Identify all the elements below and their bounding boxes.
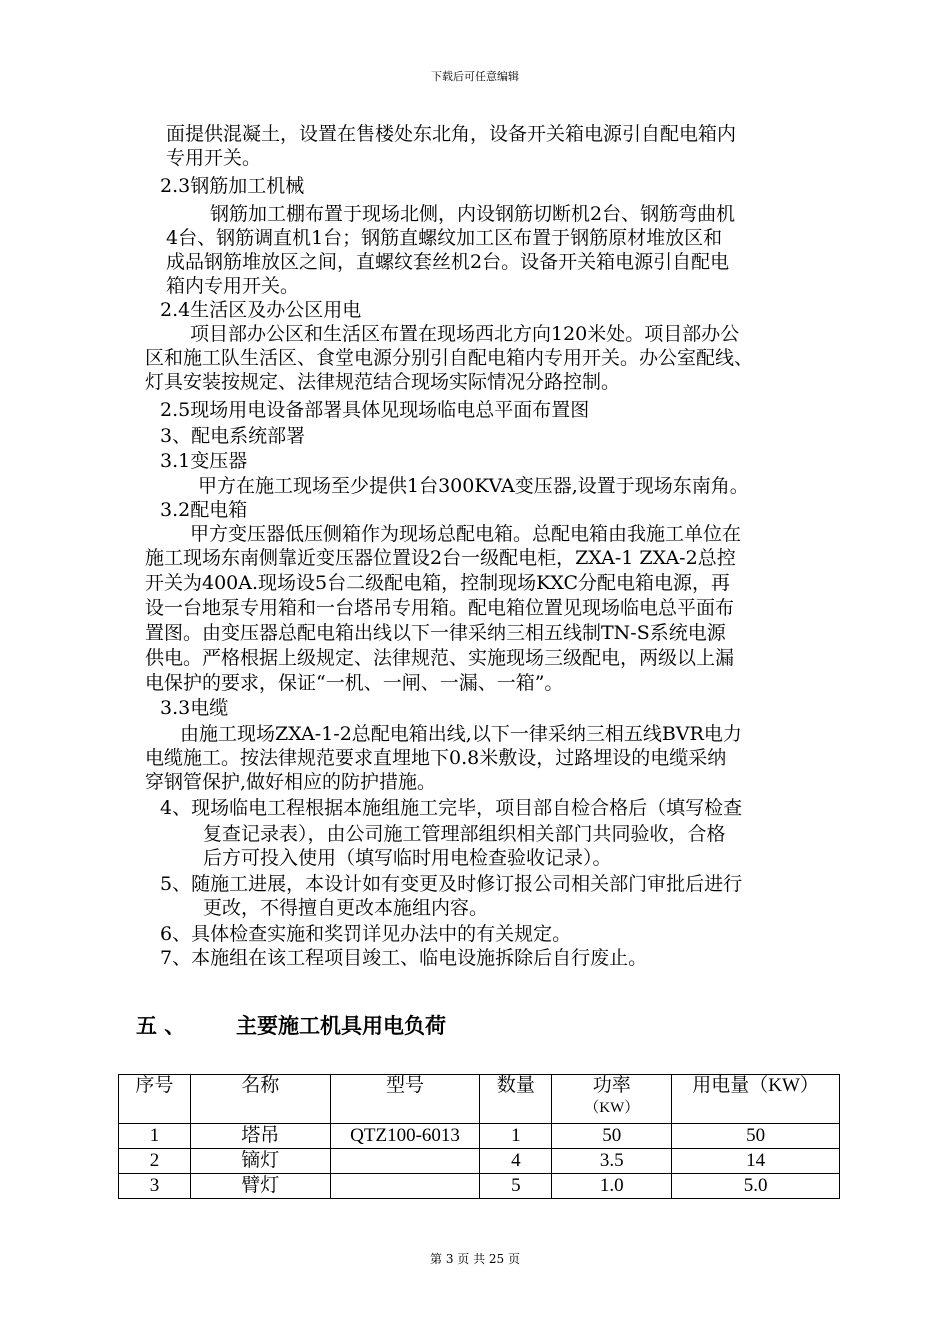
page-footer: 第 3 页 共 25 页 [430, 1252, 520, 1266]
table-cell [330, 1174, 480, 1199]
equipment-load-table [118, 1074, 840, 1199]
table-cell: 50 [552, 1124, 672, 1149]
text-line: 甲方变压器低压侧箱作为现场总配电箱。总配电箱由我施工单位在 [190, 523, 742, 545]
text-line: 箱内专用开关。 [166, 275, 300, 297]
subheading-3-1: 3.1变压器 [160, 450, 248, 472]
power-unit: （KW） [584, 1100, 640, 1116]
table-cell: 塔吊 [190, 1124, 330, 1149]
text-line: 开关为400A.现场设5台二级配电箱，控制现场KXC分配电箱电源，再 [145, 572, 731, 594]
text-line: 甲方在施工现场至少提供1台300KVA变压器,设置于现场东南角。 [198, 475, 749, 497]
table-cell [330, 1149, 480, 1174]
subheading-3: 3、配电系统部署 [160, 425, 306, 447]
text-line: 灯具安装按规定、法律规范结合现场实际情况分路控制。 [145, 371, 621, 393]
section-number: 五 、 [136, 1014, 186, 1038]
table-row [119, 1174, 840, 1199]
text-line: 区和施工队生活区、食堂电源分别引自配电箱内专用开关。办公室配线、 [145, 347, 754, 369]
table-cell: 14 [672, 1149, 840, 1174]
subheading-3-2: 3.2配电箱 [160, 499, 248, 521]
text-line: 由施工现场ZXA-1-2总配电箱出线,以下一律采纳三相五线BVR电力 [180, 723, 742, 745]
power-label: 功率 [592, 1075, 631, 1096]
text-line: 成品钢筋堆放区之间，直螺纹套丝机2台。设备开关箱电源引自配电 [166, 251, 730, 273]
list-item-7: 7、本施组在该工程项目竣工、临电设施拆除后自行废止。 [160, 947, 648, 969]
text-line: 后方可投入使用（填写临时用电检查验收记录）。 [203, 847, 612, 869]
header-cell: 数量 [480, 1075, 552, 1124]
table-cell: 3 [119, 1174, 191, 1199]
text-line: 设一台地泵专用箱和一台塔吊专用箱。配电箱位置见现场临电总平面布 [145, 597, 735, 619]
list-item-6: 6、具体检查实施和奖罚详见办法中的有关规定。 [160, 923, 572, 945]
table-cell: 镝灯 [190, 1149, 330, 1174]
section-title: 主要施工机具用电负荷 [236, 1014, 446, 1038]
header-cell-power [552, 1075, 672, 1124]
table-cell: 5 [480, 1174, 552, 1199]
text-line: 复查记录表），由公司施工管理部组织相关部门共同验收，合格 [203, 823, 726, 845]
text-line: 钢筋加工棚布置于现场北侧，内设钢筋切断机2台、钢筋弯曲机 [210, 203, 736, 225]
table-cell: 5.0 [672, 1174, 840, 1199]
table-row [119, 1124, 840, 1149]
text-line: 电保护的要求，保证“一机、一闸、一漏、一箱”。 [145, 672, 564, 694]
text-line: 面提供混凝土，设置在售楼处东北角，设备开关箱电源引自配电箱内 [166, 123, 737, 145]
list-item-5: 5、随施工进展，本设计如有变更及时修订报公司相关部门审批后进行 [160, 873, 743, 895]
subheading-2-4: 2.4生活区及办公区用电 [160, 299, 362, 321]
text-line: 供电。严格根据上级规定、法律规范、实施现场三级配电，两级以上漏 [145, 647, 735, 669]
text-line: 施工现场东南侧靠近变压器位置设2台一级配电柜，ZXA-1 ZXA-2总控 [145, 547, 736, 569]
list-item-4: 4、现场临电工程根据本施组施工完毕，项目部自检合格后（填写检查 [160, 797, 743, 819]
section-heading [136, 1010, 446, 1040]
subheading-2-5: 2.5现场用电设备部署具体见现场临电总平面布置图 [160, 399, 590, 421]
text-line: 置图。由变压器总配电箱出线以下一律采纳三相五线制TN-S系统电源 [145, 622, 726, 644]
table-cell: 3.5 [552, 1149, 672, 1174]
header-cell: 名称 [190, 1075, 330, 1124]
table-cell: 1 [480, 1124, 552, 1149]
subheading-2-3: 2.3钢筋加工机械 [160, 175, 305, 197]
header-cell: 用电量（KW） [672, 1075, 840, 1124]
table-row [119, 1149, 840, 1174]
table-cell: 臂灯 [190, 1174, 330, 1199]
text-line: 穿钢管保护,做好相应的防护措施。 [145, 771, 437, 793]
subheading-3-3: 3.3电缆 [160, 697, 229, 719]
table-header-row [119, 1075, 840, 1124]
text-line: 更改，不得擅自更改本施组内容。 [203, 897, 489, 919]
text-line: 项目部办公区和生活区布置在现场西北方向120米处。项目部办公 [190, 323, 740, 345]
table-cell: 50 [672, 1124, 840, 1149]
text-line: 专用开关。 [166, 147, 262, 169]
header-cell: 型号 [330, 1075, 480, 1124]
table-cell: 2 [119, 1149, 191, 1174]
header-cell: 序号 [119, 1075, 191, 1124]
text-line: 4台、钢筋调直机1台；钢筋直螺纹加工区布置于钢筋原材堆放区和 [166, 227, 723, 249]
table-cell: 1 [119, 1124, 191, 1149]
table-cell: 4 [480, 1149, 552, 1174]
page-header: 下载后可任意编辑 [431, 70, 519, 83]
table-cell: QTZ100-6013 [330, 1124, 480, 1149]
text-line: 电缆施工。按法律规范要求直埋地下0.8米敷设，过路埋设的电缆采纳 [145, 747, 727, 769]
table-cell: 1.0 [552, 1174, 672, 1199]
